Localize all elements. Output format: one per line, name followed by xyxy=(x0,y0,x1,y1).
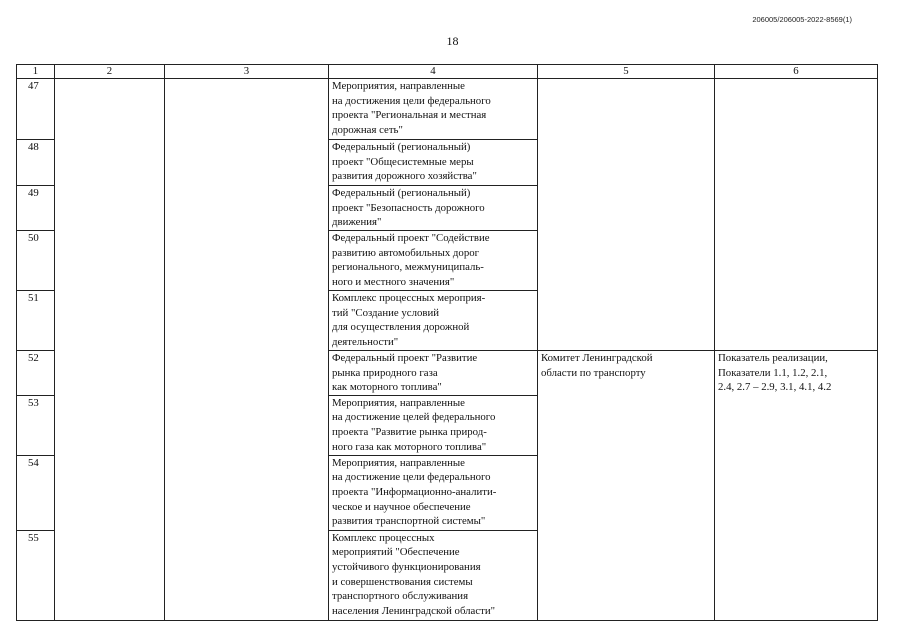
measure-cell: Федеральный (региональный) проект "Безопасность дорожного движения" xyxy=(329,186,538,231)
measure-cell: Федеральный проект "Развитие рынка природного газа как моторного топлива" xyxy=(329,351,538,396)
row-number: 54 xyxy=(17,455,55,530)
measure-cell: Мероприятия, направленные на достижение целей федерального проекта "Развитие рынка природ- ного газа как моторного топлива" xyxy=(329,395,538,455)
column-header: 2 xyxy=(55,65,165,79)
document-id: 206005/206005-2022-8569(1) xyxy=(752,15,852,24)
column-header: 4 xyxy=(329,65,538,79)
table-row xyxy=(17,79,878,140)
row-number: 47 xyxy=(17,79,55,140)
indicators-cell: Показатель реализации, Показатели 1.1, 1.2, 2.1, 2.4, 2.7 – 2.9, 3.1, 4.1, 4.2 xyxy=(715,351,878,621)
empty-cell-col2 xyxy=(55,79,165,621)
measure-cell: Комплекс процессных мероприятий "Обеспечение устойчивого функционирования и совершенствования системы транспортного обслуживания населения Ленинградской области" xyxy=(329,530,538,620)
column-number-row xyxy=(17,65,878,79)
column-header: 3 xyxy=(165,65,329,79)
measure-cell: Комплекс процессных мероприя- тий "Создание условий для осуществления дорожной деятельности" xyxy=(329,291,538,351)
row-number: 49 xyxy=(17,186,55,231)
row-number: 50 xyxy=(17,231,55,291)
measure-cell: Федеральный проект "Содействие развитию автомобильных дорог регионального, межмуниципаль- ного и местного значения" xyxy=(329,231,538,291)
program-table xyxy=(16,64,878,621)
row-number: 52 xyxy=(17,351,55,396)
row-number: 55 xyxy=(17,530,55,620)
column-header: 1 xyxy=(17,65,55,79)
empty-cell-col6 xyxy=(715,79,878,351)
row-number: 53 xyxy=(17,395,55,455)
column-header: 6 xyxy=(715,65,878,79)
empty-cell-col5 xyxy=(538,79,715,351)
page-number: 18 xyxy=(446,34,459,48)
row-number: 48 xyxy=(17,140,55,186)
measure-cell: Федеральный (региональный) проект "Общесистемные меры развития дорожного хозяйства" xyxy=(329,140,538,186)
measure-cell: Мероприятия, направленные на достижения цели федерального проекта "Региональная и местная дорожная сеть" xyxy=(329,79,538,140)
empty-cell-col3 xyxy=(165,79,329,621)
measure-cell: Мероприятия, направленные на достижение цели федерального проекта "Информационно-аналити- ческое и научное обеспечение развития транспортной системы" xyxy=(329,455,538,530)
row-number: 51 xyxy=(17,291,55,351)
column-header: 5 xyxy=(538,65,715,79)
responsible-executor: Комитет Ленинградской области по транспорту xyxy=(538,351,715,621)
